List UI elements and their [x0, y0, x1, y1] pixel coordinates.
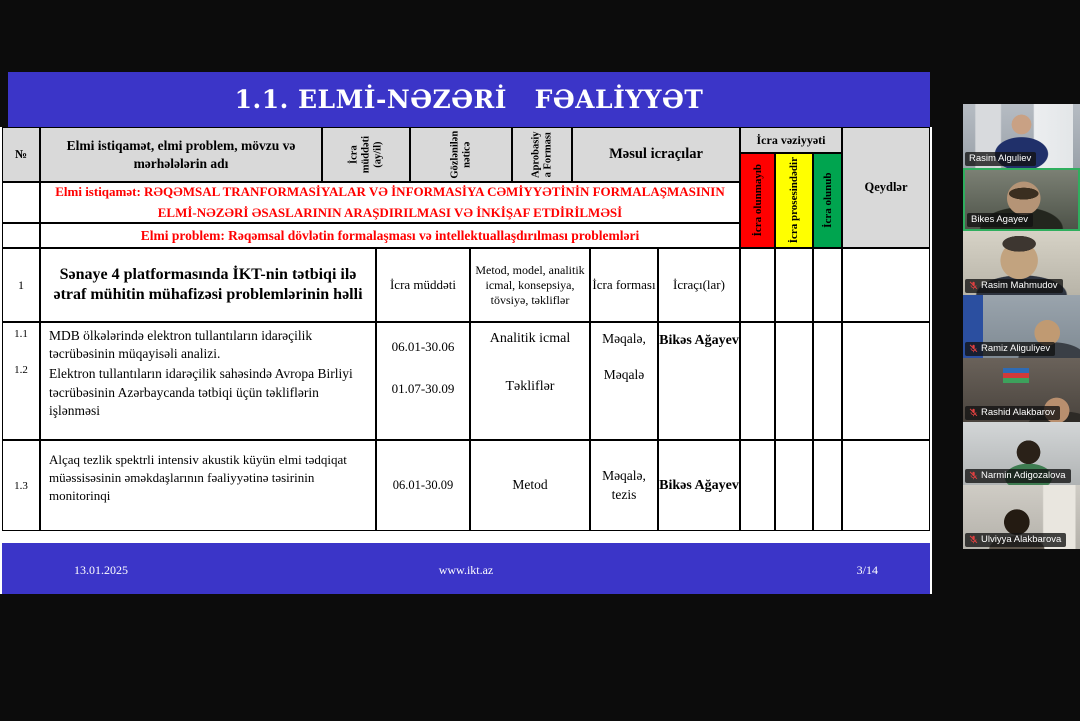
col-header-executors: Məsul icraçılar [572, 127, 740, 182]
participant-name: Rasim Mahmudov [981, 279, 1058, 291]
problem-row: Elmi problem: Rəqəmsal dövlətin formalaşması və intellektuallaşdırılması problemləri [40, 223, 740, 248]
row3-executor: Bikəs Ağayev [658, 440, 740, 531]
row3-name: Alçaq tezlik spektrli intensiv akustik küyün elmi tədqiqat müəssisəsinin əməkdaşlarının fəaliyyətinə təsirinin monitorinqi [40, 440, 376, 531]
status-col-done: İcra olunub [813, 153, 842, 248]
mic-muted-icon [969, 471, 978, 480]
row2-status-yellow [775, 322, 813, 440]
row3-expected: Metod [470, 440, 590, 531]
slide-title: 1.1. ELMİ-NƏZƏRİ FƏALİYYƏT [234, 85, 704, 114]
footer-date: 13.01.2025 [74, 563, 128, 577]
row1-name: Sənaye 4 platformasında İKT-nin tətbiqi ilə ətraf mühitin mühafizəsi problemlərinin həlli [40, 248, 376, 322]
col-header-approbation: Aprobasiya Forması [512, 127, 572, 182]
participant-name-label [965, 342, 1055, 356]
footer-page-number: 3/14 [856, 563, 878, 577]
row2-no: 1.1 1.2 [2, 322, 40, 440]
row1-expected: Metod, model, analitik icmal, konsepsiya, tövsiyə, təkliflər [470, 248, 590, 322]
row3-status-red [740, 440, 775, 531]
status-col-in-progress: İcra prosesindədir [775, 153, 813, 248]
col-header-name: Elmi istiqamət, elmi problem, mövzu və mərhələlərin adı [40, 127, 322, 182]
mic-muted-icon [969, 344, 978, 353]
row1-no: 1 [2, 248, 40, 322]
row1-form: İcra forması [590, 248, 658, 322]
slide-title-band [8, 72, 930, 127]
participant-video-tile[interactable] [963, 295, 1080, 359]
col-header-status: İcra vəziyyəti [740, 127, 842, 153]
mic-muted-icon [969, 281, 978, 290]
participant-name: Narmin Adigozalova [981, 470, 1066, 481]
participant-name-label [967, 213, 1033, 227]
participant-video-tile[interactable] [963, 422, 1080, 486]
row2-name: MDB ölkələrində elektron tullantıların idarəçilik təcrübəsinin müqayisəli analizi. Elektron tullantıların idarəçilik sahəsində Avropa Birliyi təcrübəsinin Azərbaycanda tətbiqi üçün təkliflərin işlənməsi [40, 322, 376, 440]
row1-notes [842, 248, 930, 322]
col-header-duration: İcra müddəti (ay/il) [322, 127, 410, 182]
participant-name-label [965, 279, 1063, 293]
problem-row-no-cell [2, 223, 40, 248]
mic-muted-icon [969, 408, 978, 417]
row2-status-green [813, 322, 842, 440]
direction-row: Elmi istiqamət: RƏQƏMSAL TRANFORMASİYALAR VƏ İNFORMASİYA CƏMİYYƏTİNİN FORMALAŞMASININ ELMİ-NƏZƏRİ ƏSASLARININ ARAŞDIRILMASI VƏ İNKİŞAF ETDİRİLMƏSİ [40, 182, 740, 223]
participant-name: Ulviyya Alakbarova [981, 533, 1062, 545]
row2-status-red [740, 322, 775, 440]
participant-name: Rasim Alguliev [969, 152, 1032, 164]
participant-name: Ramiz Aliguliyev [981, 343, 1051, 354]
participant-name-label [965, 533, 1066, 547]
col-header-notes: Qeydlər [842, 127, 930, 248]
participant-name: Rashid Alakbarov [981, 406, 1055, 418]
participants-sidebar [963, 104, 1080, 549]
participant-video-tile[interactable] [963, 104, 1080, 168]
slide-footer-bar [2, 543, 930, 594]
row3-status-yellow [775, 440, 813, 531]
row1-status-yellow [775, 248, 813, 322]
participant-video-tile[interactable] [963, 485, 1080, 549]
participant-name-label [965, 406, 1060, 420]
row3-status-green [813, 440, 842, 531]
footer-website: www.ikt.az [438, 563, 494, 577]
row2-form: Məqalə, Məqalə [590, 322, 658, 440]
row2-executor: Bikəs Ağayev [658, 322, 740, 440]
col-header-expected: Gözlənilən nəticə [410, 127, 512, 182]
direction-row-no-cell [2, 182, 40, 223]
row3-duration: 06.01-30.09 [376, 440, 470, 531]
row2-duration: 06.01-30.06 01.07-30.09 [376, 322, 470, 440]
participant-video-tile[interactable] [963, 168, 1080, 232]
status-col-not-done: İcra olunmayıb [740, 153, 775, 248]
mic-muted-icon [969, 535, 978, 544]
participant-name: Bikes Agayev [971, 214, 1029, 225]
row3-form: Məqalə, tezis [590, 440, 658, 531]
row1-status-red [740, 248, 775, 322]
row2-expected: Analitik icmal Təkliflər [470, 322, 590, 440]
row3-notes [842, 440, 930, 531]
participant-name-label [965, 152, 1036, 166]
row1-duration: İcra müddəti [376, 248, 470, 322]
row2-notes [842, 322, 930, 440]
row1-status-green [813, 248, 842, 322]
row1-executor: İcraçı(lar) [658, 248, 740, 322]
participant-video-tile[interactable] [963, 231, 1080, 295]
col-header-no: № [2, 127, 40, 182]
row3-no: 1.3 [2, 440, 40, 531]
participant-name-label [965, 469, 1071, 483]
participant-video-tile[interactable] [963, 358, 1080, 422]
